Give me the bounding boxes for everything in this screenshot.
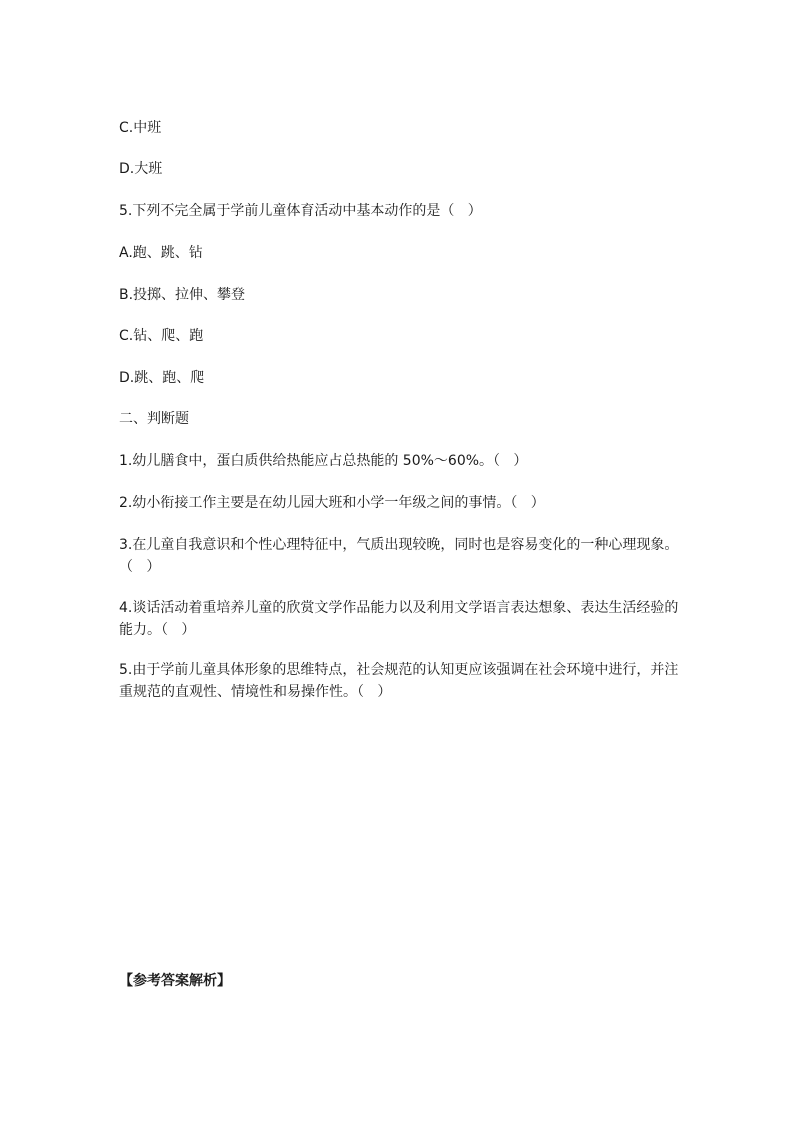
question-5-stem: 5.下列不完全属于学前儿童体育活动中基本动作的是（ ）	[119, 203, 482, 219]
option-c-middle-class: C.中班	[119, 120, 162, 136]
true-false-item-5: 5.由于学前儿童具体形象的思维特点，社会规范的认知更应该强调在社会环境中进行，并注重规范的直观性、情境性和易操作性。（ ）	[119, 662, 679, 700]
question-5-option-c: C.钻、爬、跑	[119, 328, 204, 344]
true-false-item-4: 4.谈话活动着重培养儿童的欣赏文学作品能力以及利用文学语言表达想象、表达生活经验的能力。（ ）	[119, 600, 679, 638]
option-d-senior-class: D.大班	[119, 161, 163, 177]
answer-section-heading: 【参考答案解析】	[119, 973, 231, 989]
true-false-item-1: 1.幼儿膳食中，蛋白质供给热能应占总热能的 50%～60%。（ ）	[119, 453, 528, 469]
true-false-item-3: 3.在儿童自我意识和个性心理特征中，气质出现较晚，同时也是容易变化的一种心理现象。（ ）	[119, 537, 679, 575]
question-5-option-b: B.投掷、拉伸、攀登	[119, 287, 246, 303]
section-title-true-false: 二、判断题	[119, 411, 189, 427]
question-5-option-a: A.跑、跳、钻	[119, 245, 203, 261]
true-false-item-2: 2.幼小衔接工作主要是在幼儿园大班和小学一年级之间的事情。（ ）	[119, 495, 545, 511]
question-5-option-d: D.跳、跑、爬	[119, 370, 205, 386]
